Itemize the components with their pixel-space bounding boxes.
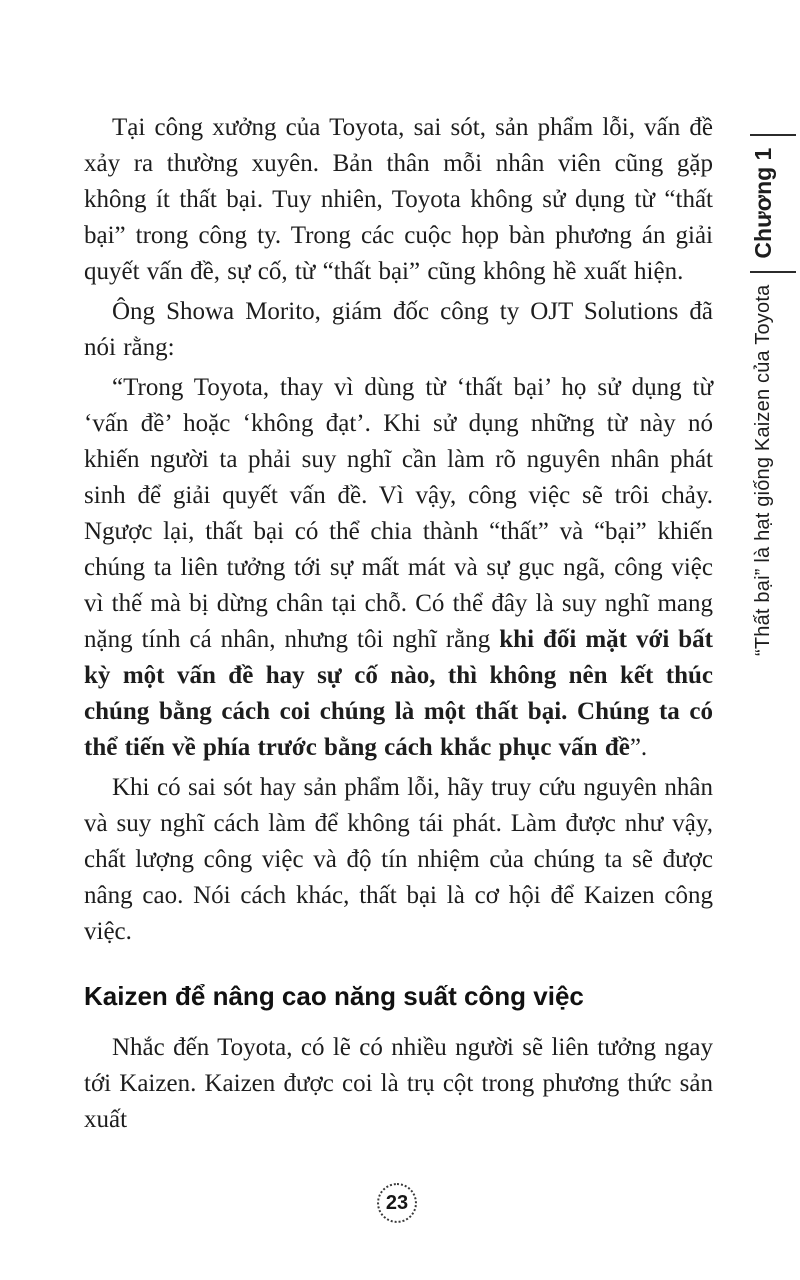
paragraph-kaizen-intro: Nhắc đến Toyota, có lẽ có nhiều người sẽ liên tưởng ngay tới Kaizen. Kaizen được coi là trụ cột trong phương thức sản xuất <box>84 1034 713 1133</box>
paragraph-quote <box>84 370 713 766</box>
quote-closing-mark: ”. <box>629 734 648 761</box>
chapter-sidebar <box>746 141 780 656</box>
paragraph-mistake-cause: Khi có sai sót hay sản phẩm lỗi, hãy truy cứu nguyên nhân và suy nghĩ cách làm để không tái phát. Làm được như vậy, chất lượng công việc và độ tín nhiệm của chúng ta sẽ được nâng cao. Nói cách khác, thất bại là cơ hội để Kaizen công việc. <box>84 774 713 945</box>
sidebar-chapter-number: Chương 1 <box>749 147 776 259</box>
quote-lead-text: “Trong Toyota, thay vì dùng từ ‘thất bại’ họ sử dụng từ ‘vấn đề’ hoặc ‘không đạt’. Khi sử dụng những từ này nó khiến người ta phải suy nghĩ cần làm rõ nguyên nhân phát sinh để giải quyết vấn đề. Vì vậy, công việc sẽ trôi chảy. Ngược lại, thất bại có thể chia thành “thất” và “bại” khiến chúng ta liên tưởng tới sự mất mát và sự gục ngã, công việc vì thế mà bị dừng chân tại chỗ. Có thể đây là suy nghĩ mang nặng tính cá nhân, nhưng tôi nghĩ rằng <box>84 374 713 653</box>
page-number: 23 <box>385 1191 409 1214</box>
paragraph-toyota-factory: Tại công xưởng của Toyota, sai sót, sản phẩm lỗi, vấn đề xảy ra thường xuyên. Bản thân mỗi nhân viên cũng gặp không ít thất bại. Tuy nhiên, Toyota không sử dụng từ “thất bại” trong công ty. Trong các cuộc họp bàn phương án giải quyết vấn đề, sự cố, từ “thất bại” cũng không hề xuất hiện. <box>84 114 713 285</box>
sidebar-chapter-title: “Thất bại” là hạt giống Kaizen của Toyota <box>751 284 774 656</box>
quote-bold-text: khi đối mặt với bất kỳ một vấn đề hay sự cố nào, thì không nên kết thúc chúng bằng cách coi chúng là một thất bại. Chúng ta có thể tiến về phía trước bằng cách khắc phục vấn đề <box>84 626 713 761</box>
section-heading-kaizen: Kaizen để nâng cao năng suất công việc <box>84 981 584 1011</box>
book-page-text <box>84 110 713 1142</box>
paragraph-showa-morito: Ông Showa Morito, giám đốc công ty OJT Solutions đã nói rằng: <box>84 298 713 361</box>
sidebar-divider-line <box>750 271 796 273</box>
sidebar-divider-line <box>750 134 796 136</box>
page-number-badge <box>377 1183 417 1223</box>
